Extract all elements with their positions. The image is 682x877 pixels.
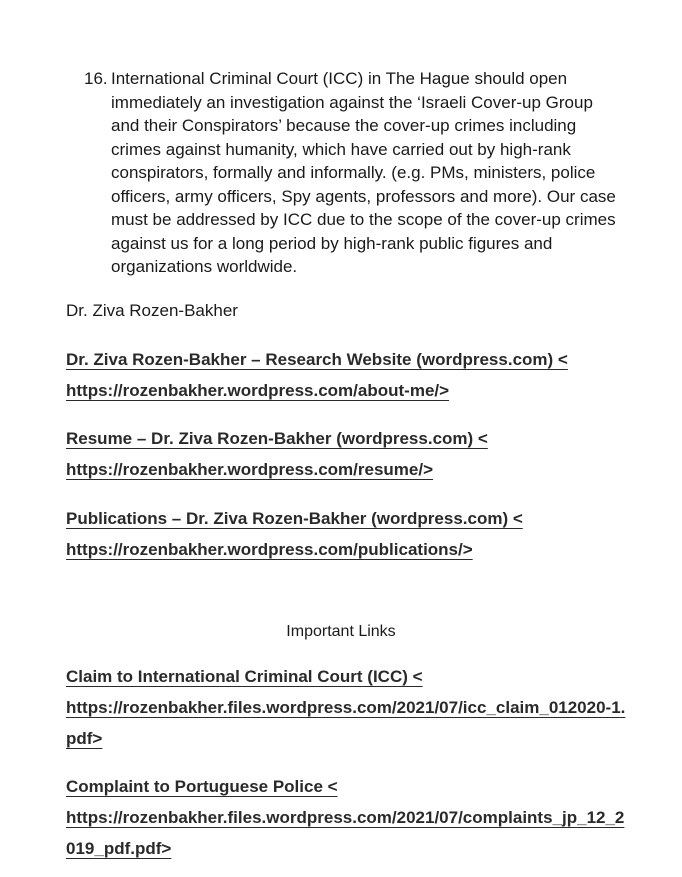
numbered-paragraph	[84, 67, 624, 279]
link-label[interactable]: Dr. Ziva Rozen-Bakher – Research Website (wordpress.com) <	[66, 350, 568, 369]
portuguese-police-complaint-link[interactable]	[66, 771, 626, 864]
link-label[interactable]: Resume – Dr. Ziva Rozen-Bakher (wordpress.com) <	[66, 429, 488, 448]
important-links-heading: Important Links	[286, 623, 396, 640]
link-label[interactable]: Publications – Dr. Ziva Rozen-Bakher (wordpress.com) <	[66, 509, 523, 528]
item-number: 16.	[84, 69, 108, 88]
resume-link[interactable]	[66, 423, 626, 485]
author-name: Dr. Ziva Rozen-Bakher	[66, 301, 238, 320]
icc-claim-link[interactable]	[66, 661, 626, 754]
link-label[interactable]: Complaint to Portuguese Police <	[66, 777, 338, 796]
link-url[interactable]: https://rozenbakher.wordpress.com/resume/>	[66, 460, 434, 479]
link-url[interactable]: https://rozenbakher.wordpress.com/publications/>	[66, 540, 473, 559]
link-label[interactable]: Claim to International Criminal Court (ICC) <	[66, 667, 423, 686]
link-url[interactable]: https://rozenbakher.files.wordpress.com/2021/07/icc_claim_012020-1.pdf>	[66, 698, 626, 748]
research-website-link[interactable]	[66, 344, 626, 406]
item-text: International Criminal Court (ICC) in The Hague should open immediately an investigation against the ‘Israeli Cover-up Group and their Conspirators’ because the cover-up crimes including crimes against humanity, which have carried out by high-rank conspirators, formally and informally. (e.g. PMs, ministers, police officers, army officers, Spy agents, professors and more). Our case must be addressed by ICC due to the scope of the cover-up crimes against us for a long period by high-rank public figures and organizations worldwide.	[111, 69, 616, 276]
link-url[interactable]: https://rozenbakher.wordpress.com/about-me/>	[66, 381, 450, 400]
link-url[interactable]: https://rozenbakher.files.wordpress.com/2021/07/complaints_jp_12_2019_pdf.pdf>	[66, 808, 625, 858]
publications-link[interactable]	[66, 503, 626, 565]
